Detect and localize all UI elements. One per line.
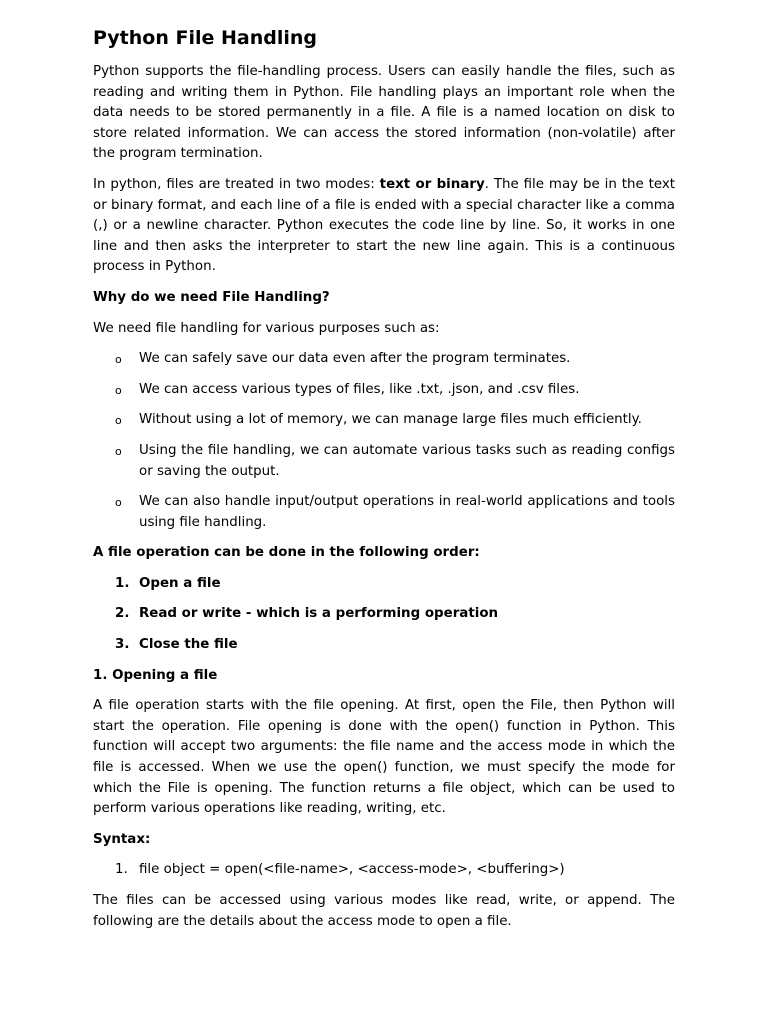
list-item — [93, 380, 675, 401]
step-text: Close the file — [139, 637, 238, 653]
list-item — [93, 604, 675, 625]
list-item-text: Without using a lot of memory, we can manage large files much efficiently. — [139, 412, 642, 428]
syntax-heading: Syntax: — [93, 831, 151, 847]
list-item — [93, 635, 675, 656]
step-text: Read or write - which is a performing operation — [139, 606, 499, 622]
list-item — [93, 574, 675, 595]
modes-paragraph — [93, 175, 675, 278]
list-item — [93, 492, 675, 533]
modes-text-bold: text or binary — [379, 176, 485, 192]
step-number: 3. — [115, 637, 130, 653]
list-item-text: Using the file handling, we can automate various tasks such as reading configs or saving the output. — [139, 442, 675, 479]
purposes-intro: We need file handling for various purposes such as: — [93, 320, 440, 336]
circle-bullet-icon: o — [115, 414, 122, 428]
purposes-list — [93, 349, 675, 533]
circle-bullet-icon: o — [115, 383, 122, 397]
list-item-text: We can access various types of files, like .txt, .json, and .csv files. — [139, 381, 580, 397]
list-item — [93, 860, 675, 881]
step-text: Open a file — [139, 575, 221, 591]
circle-bullet-icon: o — [115, 353, 122, 367]
list-item — [93, 349, 675, 370]
step-number: 2. — [115, 606, 130, 622]
document-page — [93, 24, 675, 942]
order-steps-list — [93, 574, 675, 656]
circle-bullet-icon: o — [115, 496, 122, 510]
syntax-text: file object = open(<file-name>, <access-mode>, <buffering>) — [139, 862, 565, 878]
order-heading: A file operation can be done in the following order: — [93, 545, 480, 561]
closing-paragraph: The files can be accessed using various modes like read, write, or append. The following are the details about the access mode to open a file. — [93, 893, 675, 929]
modes-text-before: In python, files are treated in two modes: — [93, 176, 380, 192]
intro-paragraph: Python supports the file-handling process. Users can easily handle the files, such as reading and writing them in Python. File handling plays an important role when the data needs to be stored permanently in a file. A file is a named location on disk to store related information. We can access the stored information (non-volatile) after the program termination. — [93, 64, 675, 162]
opening-heading: 1. Opening a file — [93, 667, 218, 683]
page-title: Python File Handling — [93, 27, 317, 49]
syntax-number: 1. — [115, 862, 128, 878]
opening-paragraph: A file operation starts with the file opening. At first, open the File, then Python will start the operation. File opening is done with the open() function in Python. This function will accept two arguments: the file name and the access mode in which the file is accessed. When we use the open() function, we must specify the mode for which the File is opening. The function returns a file object, which can be used to perform various operations like reading, writing, etc. — [93, 698, 675, 817]
why-heading: Why do we need File Handling? — [93, 289, 330, 305]
step-number: 1. — [115, 575, 130, 591]
list-item — [93, 410, 675, 431]
list-item — [93, 441, 675, 482]
syntax-list — [93, 860, 675, 881]
list-item-text: We can also handle input/output operations in real-world applications and tools using file handling. — [139, 494, 675, 530]
circle-bullet-icon: o — [115, 444, 122, 458]
list-item-text: We can safely save our data even after the program terminates. — [139, 351, 571, 367]
modes-text-after: . The file may be in the text or binary format, and each line of a file is ended with a special character like a comma (,) or a newline character. Python executes the code line by line. So, it works in one line and then asks the interpreter to start the new line again. This is a continuous process in Python. — [93, 176, 675, 275]
